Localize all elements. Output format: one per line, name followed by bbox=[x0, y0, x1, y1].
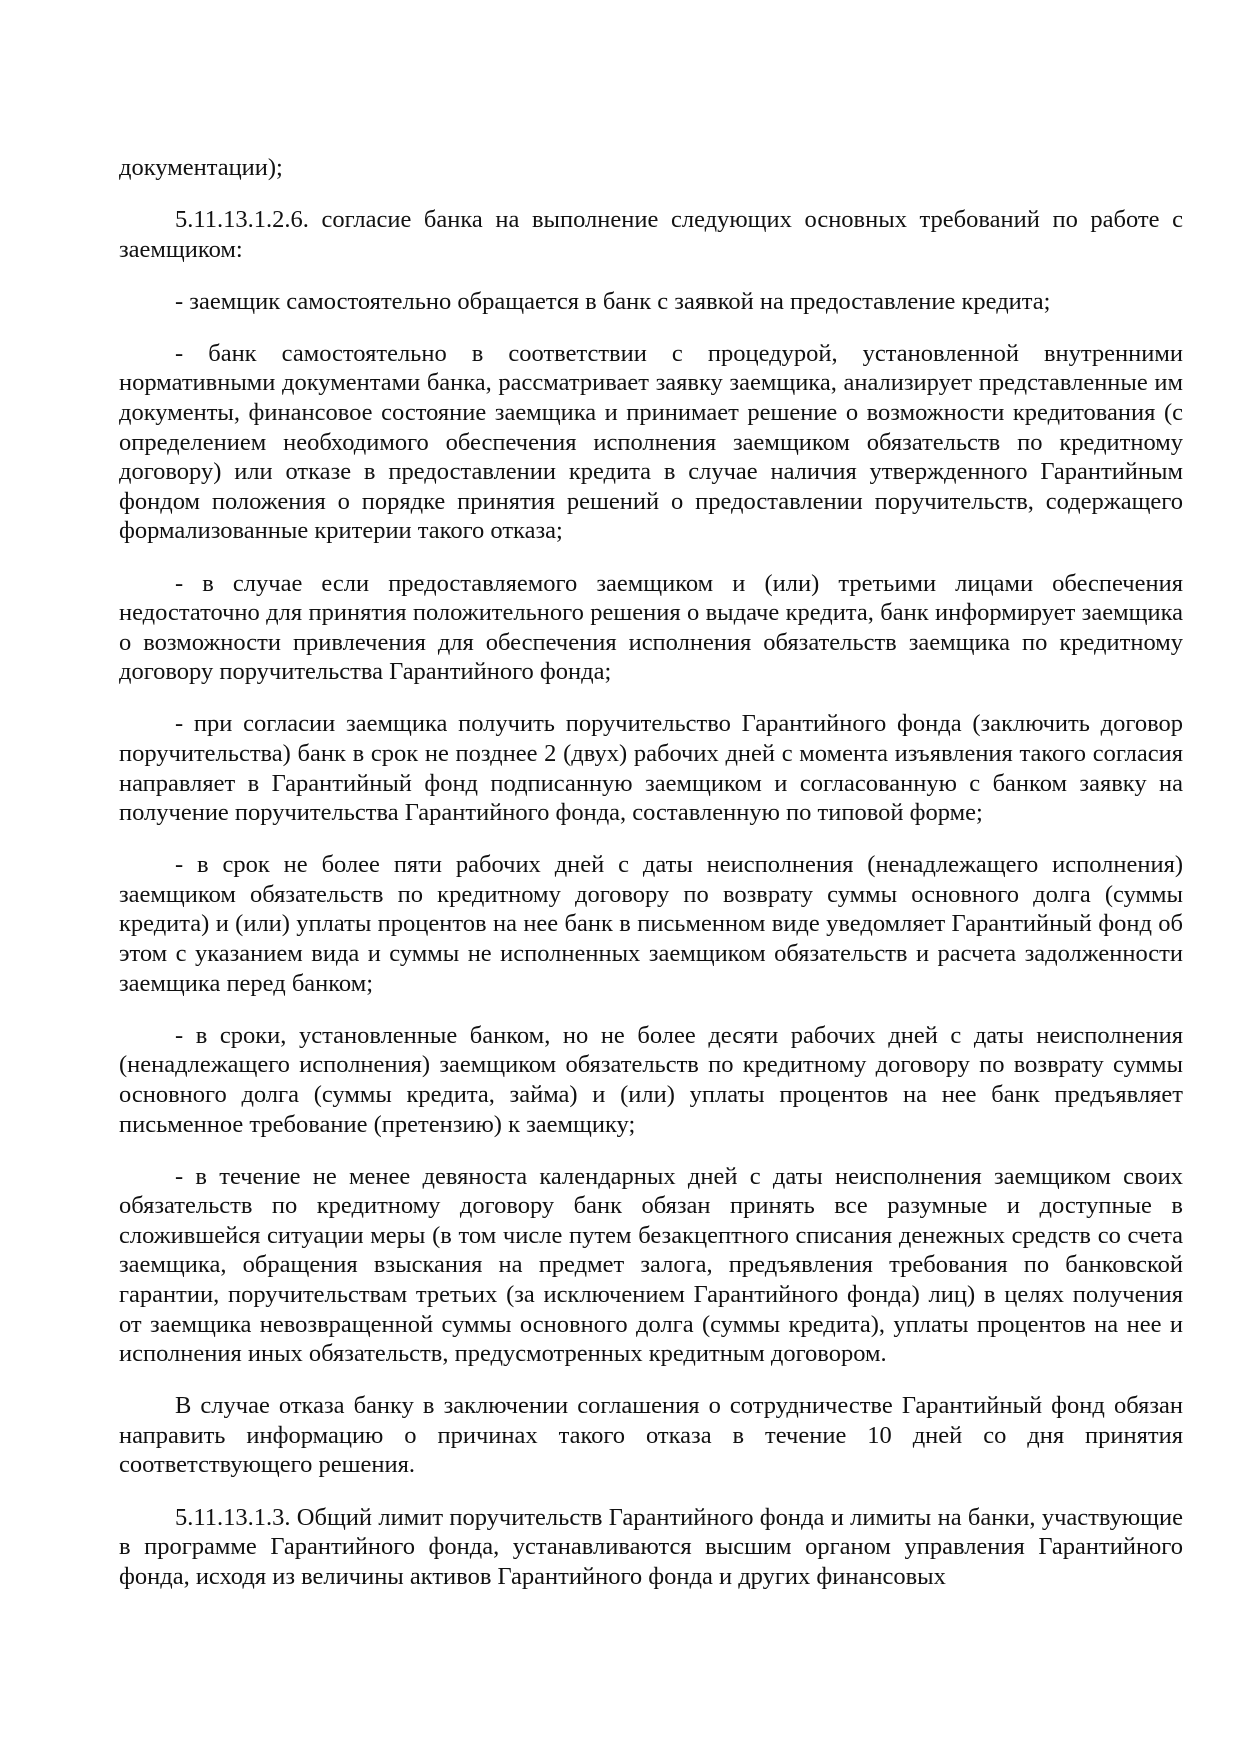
list-item-claim: - в сроки, установленные банком, но не более десяти рабочих дней с даты неисполнения (ненадлежащего исполнения) заемщиком обязательств по кредитному договору по возврату суммы основного долга (суммы кредита, займа) и (или) уплаты процентов на нее банк предъявляет письменное требование (претензию) к заемщику; bbox=[119, 1021, 1183, 1138]
paragraph-clause-5-11-13-1-2-6: 5.11.13.1.2.6. согласие банка на выполнение следующих основных требований по работе с заемщиком: bbox=[119, 206, 1183, 263]
list-item-review: - банк самостоятельно в соответствии с процедурой, установленной внутренними нормативными документами банка, рассматривает заявку заемщика, анализирует представленные им документы, финансовое состояние заемщика и принимает решение о возможности кредитования (с определением необходимого обеспечения исполнения заемщиком обязательств по кредитному договору) или отказе в предоставлении кредита в случае наличия утвержденного Гарантийным фондом положения о порядке принятия решений о предоставлении поручительств, содержащего формализованные критерии такого отказа; bbox=[119, 339, 1183, 545]
list-item-consent: - при согласии заемщика получить поручительство Гарантийного фонда (заключить договор поручительства) банк в срок не позднее 2 (двух) рабочих дней с момента изъявления такого согласия направляет в Гарантийный фонд подписанную заемщиком и согласованную с банком заявку на получение поручительства Гарантийного фонда, составленную по типовой форме; bbox=[119, 710, 1183, 827]
list-item-application: - заемщик самостоятельно обращается в банк с заявкой на предоставление кредита; bbox=[175, 287, 1051, 315]
paragraph-refusal: В случае отказа банку в заключении соглашения о сотрудничестве Гарантийный фонд обязан направить информацию о причинах такого отказа в течение 10 дней со дня принятия соответствующего решения. bbox=[119, 1392, 1183, 1479]
paragraph-clause-5-11-13-1-3: 5.11.13.1.3. Общий лимит поручительств Гарантийного фонда и лимиты на банки, участвующие в программе Гарантийного фонда, устанавливаются высшим органом управления Гарантийного фонда, исходя из величины активов Гарантийного фонда и других финансовых bbox=[119, 1503, 1183, 1590]
list-item-measures: - в течение не менее девяноста календарных дней с даты неисполнения заемщиком своих обязательств по кредитному договору банк обязан принять все разумные и доступные в сложившейся ситуации меры (в том числе путем безакцептного списания денежных средств со счета заемщика, обращения взыскания на предмет залога, предъявления требования по банковской гарантии, поручительствам третьих (за исключением Гарантийного фонда) лиц) в целях получения от заемщика невозвращенной суммы основного долга (суммы кредита), уплаты процентов на нее и исполнения иных обязательств, предусмотренных кредитным договором. bbox=[119, 1162, 1183, 1368]
document-page bbox=[119, 153, 1183, 1614]
list-item-insufficient-collateral: - в случае если предоставляемого заемщиком и (или) третьими лицами обеспечения недостаточно для принятия положительного решения о выдаче кредита, банк информирует заемщика о возможности привлечения для обеспечения исполнения обязательств заемщика по кредитному договору поручительства Гарантийного фонда; bbox=[119, 569, 1183, 686]
list-item-notification: - в срок не более пяти рабочих дней с даты неисполнения (ненадлежащего исполнения) заемщиком обязательств по кредитному договору по возврату суммы основного долга (суммы кредита) и (или) уплаты процентов на нее банк в письменном виде уведомляет Гарантийный фонд об этом с указанием вида и суммы не исполненных заемщиком обязательств и расчета задолженности заемщика перед банком; bbox=[119, 851, 1183, 997]
paragraph-continuation: документации); bbox=[119, 154, 283, 181]
